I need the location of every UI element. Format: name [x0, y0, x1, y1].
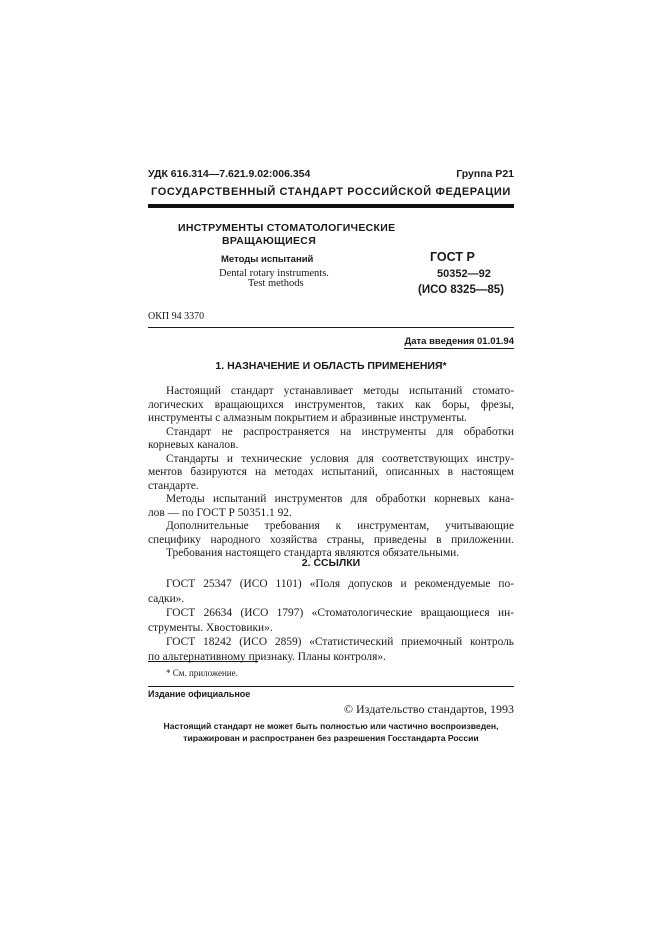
- gost-number: 50352—92: [437, 268, 491, 280]
- text-line: по альтернативному признаку. Планы контроля».: [148, 650, 386, 663]
- section2-body: [148, 577, 514, 664]
- section2-heading: 2. ССЫЛКИ: [301, 557, 361, 569]
- document-title-line1: ИНСТРУМЕНТЫ СТОМАТОЛОГИЧЕСКИЕ: [178, 222, 396, 234]
- text-line: инструменты с алмазным покрытием и абразивные инструменты.: [148, 412, 467, 424]
- introduction-date: Дата введения 01.01.94: [404, 336, 514, 347]
- text-line: Стандарт не распространяется на инструменты для обработки: [166, 425, 514, 438]
- text-line: струменты. Хвостовики».: [148, 621, 273, 634]
- text-line: Настоящий стандарт устанавливает методы испытаний стомато-: [166, 385, 514, 397]
- text-line: лов — по ГОСТ Р 50351.1 92.: [148, 506, 292, 519]
- document-subtitle: Методы испытаний: [221, 254, 314, 265]
- text-line: Требования настоящего стандарта являются обязательными.: [166, 547, 460, 559]
- okp-rule: [148, 327, 514, 328]
- reproduction-notice-line2: тиражирован и распространен без разрешения Госстандарта России: [183, 733, 479, 743]
- section1-heading: 1. НАЗНАЧЕНИЕ И ОБЛАСТЬ ПРИМЕНЕНИЯ*: [215, 360, 447, 372]
- official-edition: Издание официальное: [148, 689, 251, 699]
- text-line: корневых каналов.: [148, 439, 239, 451]
- english-title-line1: Dental rotary instruments.: [219, 268, 329, 279]
- text-line: Методы испытаний инструментов для обработки корневых кана-: [166, 493, 514, 505]
- text-line: ГОСТ 25347 (ИСО 1101) «Поля допусков и рекомендуемые по-: [166, 578, 514, 590]
- text-line: специфику народного хозяйства страны, приведены в приложении.: [148, 533, 514, 546]
- text-line: садки».: [148, 592, 185, 605]
- text-line: ГОСТ 18242 (ИСО 2859) «Статистический приемочный контроль: [166, 636, 514, 648]
- text-line: Стандарты и технические условия для соответствующих инстру-: [166, 452, 514, 465]
- reproduction-notice-line1: Настоящий стандарт не может быть полностью или частично воспроизведен,: [163, 721, 499, 731]
- group-code: Группа Р21: [456, 168, 514, 180]
- text-line: стандарте.: [148, 479, 199, 492]
- english-title-line2: Test methods: [248, 278, 304, 289]
- text-line: логических вращающихся инструментов, таких как боры, фрезы,: [148, 398, 514, 411]
- footnote-rule: [148, 661, 258, 662]
- header-rule: [148, 204, 514, 208]
- udk-code: УДК 616.314—7.621.9.02:006.354: [148, 168, 311, 180]
- gost-label: ГОСТ Р: [430, 250, 475, 264]
- text-line: Дополнительные требования к инструментам, учитывающие: [166, 520, 514, 532]
- text-line: ГОСТ 26634 (ИСО 1797) «Стоматологические вращающиеся ин-: [166, 607, 514, 619]
- footer-rule: [148, 686, 514, 687]
- iso-reference: (ИСО 8325—85): [418, 284, 504, 296]
- text-line: ментов базируются на методах испытаний, описанных в настоящем: [148, 466, 514, 478]
- document-title-line2: ВРАЩАЮЩИЕСЯ: [222, 235, 317, 247]
- footnote: * См. приложение.: [166, 668, 238, 678]
- okp-code: ОКП 94 3370: [148, 311, 205, 322]
- section1-body: [148, 385, 514, 561]
- copyright: © Издательство стандартов, 1993: [343, 702, 514, 716]
- state-standard-title: ГОСУДАРСТВЕННЫЙ СТАНДАРТ РОССИЙСКОЙ ФЕДЕРАЦИИ: [151, 186, 511, 198]
